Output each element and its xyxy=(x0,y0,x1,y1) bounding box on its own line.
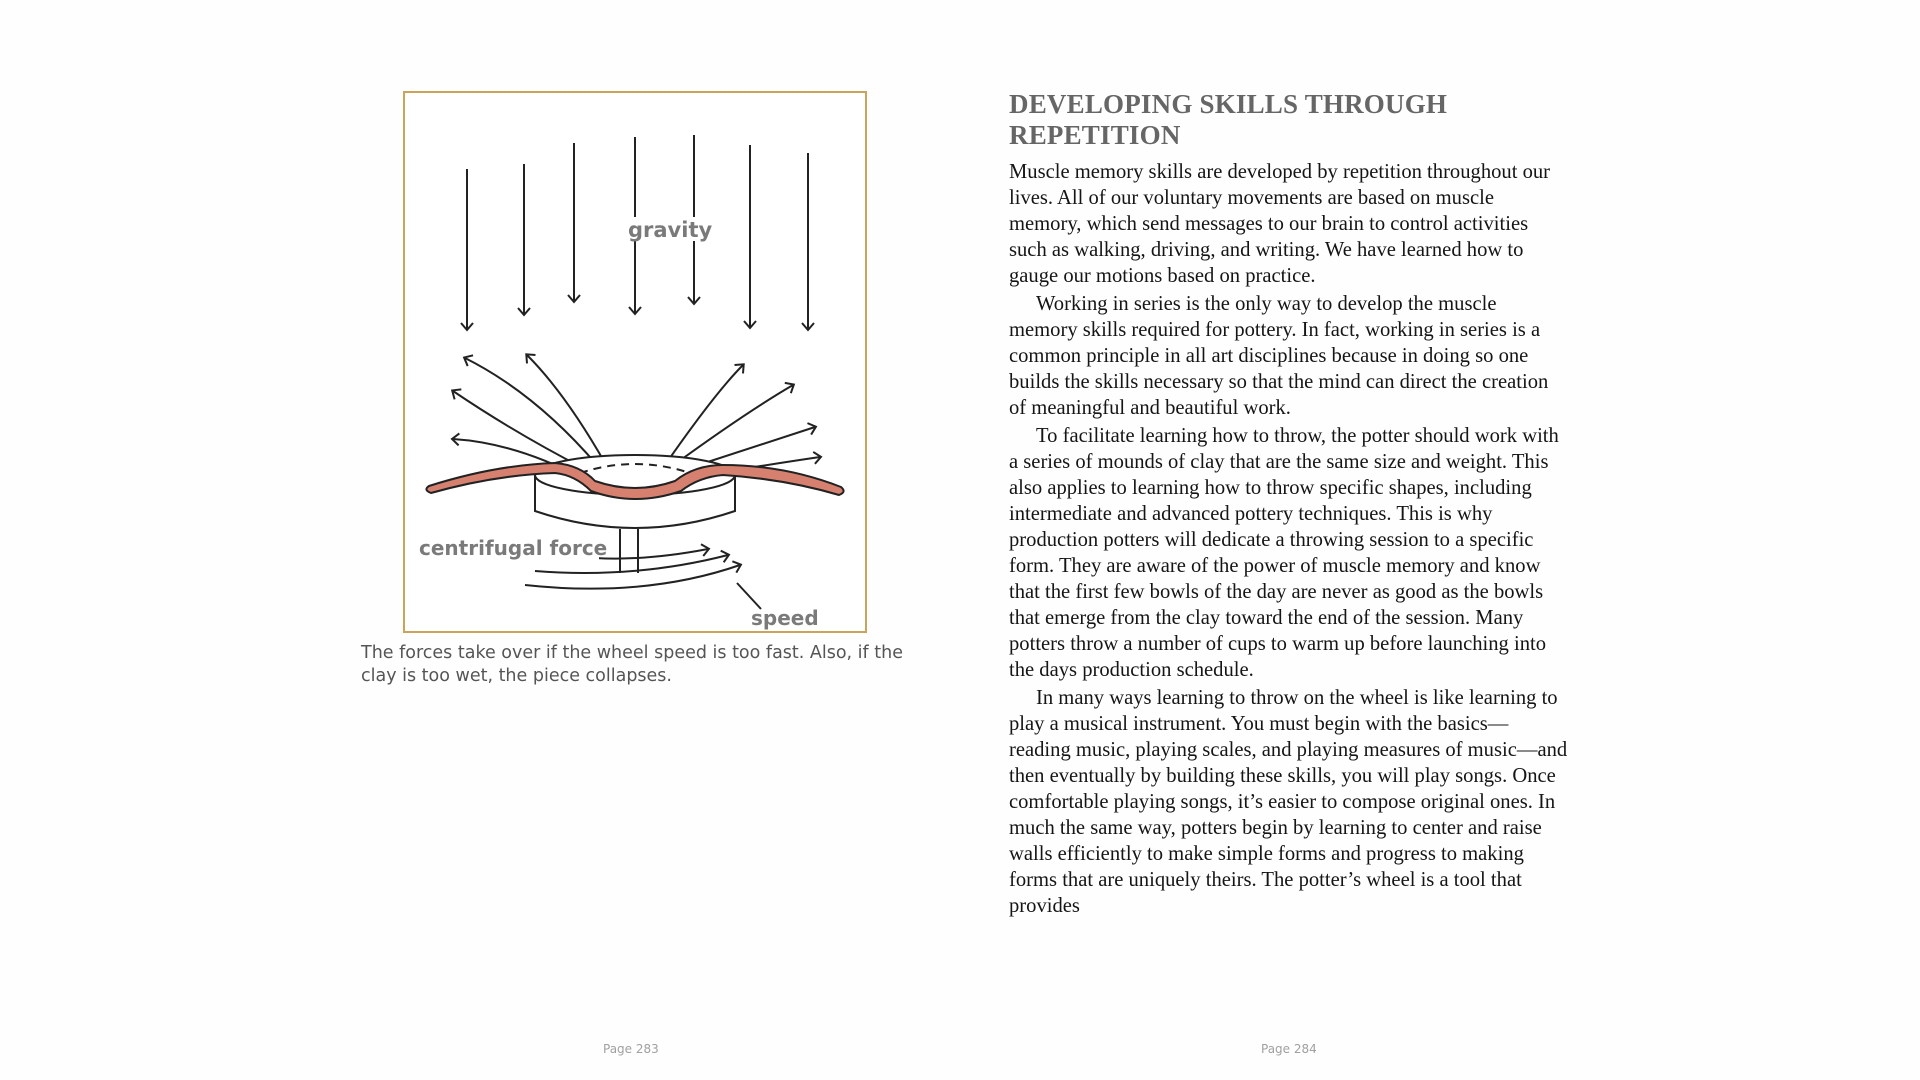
rotation-arrow xyxy=(595,549,708,559)
page-number-left: Page 283 xyxy=(603,1042,659,1056)
paragraph: In many ways learning to throw on the wheel is like learning to play a musical instrument. You must begin with the basics—reading music, playing scales, and playing measures of music—and then eventually by building these skills, you will play songs. Once comfortable playing songs, it’s easier to compose original ones. In much the same way, potters begin by learning to center and raise walls efficiently to make simple forms and progress to making forms that are uniquely theirs. The potter’s wheel is a tool that provides xyxy=(1009,687,1568,917)
gravity-label: gravity xyxy=(628,218,713,242)
figure-frame xyxy=(403,91,867,633)
forces-diagram xyxy=(405,93,865,631)
paragraph: To facilitate learning how to throw, the potter should work with a series of mounds of clay that are the same size and weight. This also applies to learning how to throw specific shapes, including intermediate and advanced pottery techniques. This is why production potters will dedicate a throwing session to a specific form. They are aware of the power of muscle memory and know that the first few bowls of the day are never as good as the bowls that emerge from the clay toward the end of the session. Many potters throw a number of cups to warm up before launching into the days production schedule. xyxy=(1009,425,1559,681)
wheel-shaft xyxy=(620,529,638,573)
rotation-arrow xyxy=(525,565,740,589)
section-title: DEVELOPING SKILLS THROUGH REPETITION xyxy=(1009,89,1448,150)
speed-label: speed xyxy=(751,606,819,630)
paragraph: Working in series is the only way to develop the muscle memory skills required for pottery. In fact, working in series is a common principle in all art disciplines because in doing so one builds the skills necessary so that the mind can direct the creation of meaningful and beautiful work. xyxy=(1009,293,1549,419)
figure-caption: The forces take over if the wheel speed is too fast. Also, if the clay is too wet, the piece collapses. xyxy=(361,643,903,686)
outward-arrow xyxy=(527,355,605,463)
paragraph: Muscle memory skills are developed by repetition throughout our lives. All of our voluntary movements are based on muscle memory, which send messages to our brain to control activities such as walking, driving, and writing. We have learned how to gauge our motions based on practice. xyxy=(1009,161,1551,287)
page-number-right: Page 284 xyxy=(1261,1042,1317,1056)
outward-arrow xyxy=(665,365,743,465)
centrifugal-force-label: centrifugal force xyxy=(419,536,608,560)
right-page xyxy=(1009,89,1569,921)
